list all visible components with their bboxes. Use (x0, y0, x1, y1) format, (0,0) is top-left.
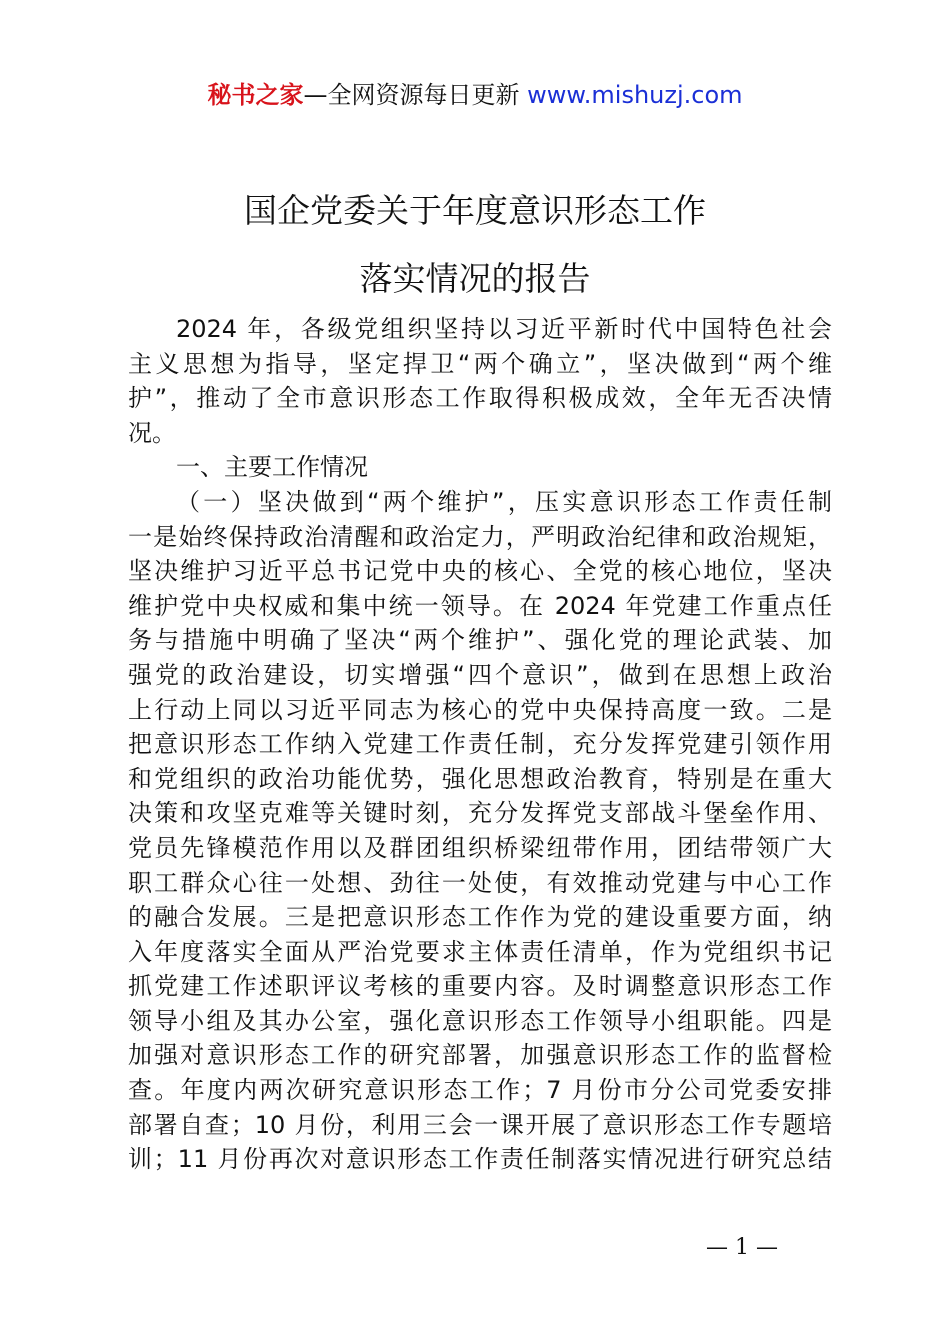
document-body (128, 312, 832, 1177)
body-line: 入年度落实全面从严治党要求主体责任清单，作为党组织书记 (128, 937, 832, 966)
document-title-line-1: 国企党委关于年度意识形态工作 (244, 191, 706, 230)
body-line: 主义思想为指导，坚定捍卫“两个确立”，坚决做到“两个维 (128, 349, 832, 378)
body-line: 抓党建工作述职评议考核的重要内容。及时调整意识形态工作 (128, 972, 832, 1001)
body-line: 的融合发展。三是把意识形态工作作为党的建设重要方面，纳 (128, 903, 832, 932)
site-name: 秘书之家 (207, 81, 304, 109)
site-tagline: —全网资源每日更新 (303, 81, 528, 109)
body-line: 和党组织的政治功能优势，强化思想政治教育，特别是在重大 (128, 764, 832, 793)
body-line: 2024 年，各级党组织坚持以习近平新时代中国特色社会 (176, 315, 832, 343)
body-line: 维护党中央权威和集中统一领导。在 2024 年党建工作重点任 (128, 591, 832, 620)
body-line: 训；11 月份再次对意识形态工作责任制落实情况进行研究总结 (128, 1145, 832, 1174)
body-line: 护”，推动了全市意识形态工作取得积极成效，全年无否决情 (128, 384, 832, 413)
subsection-heading: （一）坚决做到“两个维护”，压实意识形态工作责任制 (176, 487, 832, 516)
body-line: 职工群众心往一处想、劲往一处使，有效推动党建与中心工作 (128, 868, 832, 897)
body-line: 一是始终保持政治清醒和政治定力，严明政治纪律和政治规矩， (128, 522, 832, 551)
body-line: 查。年度内两次研究意识形态工作；7 月份市分公司党委安排 (128, 1076, 832, 1105)
body-line: 把意识形态工作纳入党建工作责任制，充分发挥党建引领作用 (128, 730, 832, 759)
body-line: 况。 (128, 418, 176, 447)
body-line: 坚决维护习近平总书记党中央的核心、全党的核心地位，坚决 (128, 557, 832, 586)
body-line: 决策和攻坚克难等关键时刻，充分发挥党支部战斗堡垒作用、 (128, 799, 832, 828)
body-line: 务与措施中明确了坚决“两个维护”、强化党的理论武装、加 (128, 626, 832, 655)
body-line: 党员先锋模范作用以及群团组织桥梁纽带作用，团结带领广大 (128, 833, 832, 862)
page-number: — 1 — (706, 1235, 778, 1260)
site-header (0, 78, 950, 112)
body-line: 强党的政治建设，切实增强“四个意识”，做到在思想上政治 (128, 660, 832, 689)
site-url-link[interactable]: www.mishuzj.com (527, 81, 743, 109)
body-line: 上行动上同以习近平同志为核心的党中央保持高度一致。二是 (128, 695, 832, 724)
body-line: 加强对意识形态工作的研究部署，加强意识形态工作的监督检 (128, 1041, 832, 1070)
body-line: 领导小组及其办公室，强化意识形态工作领导小组职能。四是 (128, 1006, 832, 1035)
document-title-line-2: 落实情况的报告 (359, 259, 591, 298)
section-heading: 一、主要工作情况 (176, 453, 368, 482)
body-line: 部署自查；10 月份，利用三会一课开展了意识形态工作专题培 (128, 1110, 832, 1139)
